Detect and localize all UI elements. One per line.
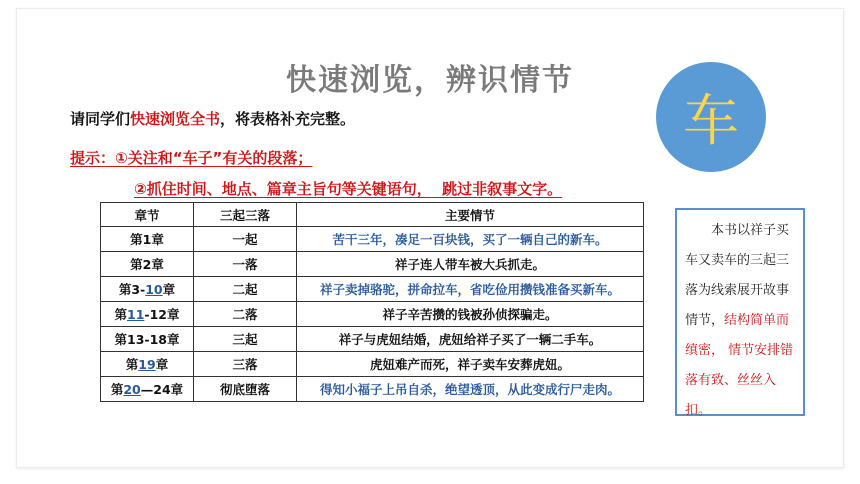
stage-cell: 三起: [194, 327, 297, 352]
chapter-number: 10: [145, 282, 163, 297]
header-plot: 主要情节: [297, 203, 644, 227]
plot-cell: 祥子卖掉骆驼，拼命拉车，省吃俭用攒钱准备买新车。: [297, 277, 644, 302]
chapter-text: 第: [125, 357, 139, 372]
car-circle-badge: [656, 62, 766, 172]
chapter-text: 第: [114, 307, 127, 322]
chapter-number: 19: [138, 357, 156, 372]
table-row: [101, 302, 644, 327]
intro-prefix: 请同学们: [70, 110, 131, 128]
table-row: [101, 352, 644, 377]
plot-cell: 祥子连人带车被大兵抓走。: [297, 252, 644, 277]
chapter-cell: [101, 302, 194, 327]
chapter-cell: [101, 327, 194, 352]
stage-cell: 二落: [194, 302, 297, 327]
summary-red: 结构简单而缜密， 情节安排错落有致、丝丝入扣。: [685, 313, 794, 418]
table-row: [101, 327, 644, 352]
table-header-row: [101, 203, 644, 227]
chapter-text: —24章: [140, 382, 184, 397]
stage-cell: 一起: [194, 227, 297, 252]
chapter-cell: [101, 227, 194, 252]
intro-suffix: ，将表格补充完整。: [220, 110, 356, 128]
summary-normal: 本书以祥子买车又卖车的三起三落为线索展开故事情节，: [685, 223, 790, 328]
tip-line-1: 提示：①关注和“车子”有关的段落；: [70, 149, 313, 167]
chapter-cell: [101, 252, 194, 277]
header-stage: 三起三落: [194, 203, 297, 227]
chapter-text: 章: [155, 357, 169, 372]
stage-cell: 三落: [194, 352, 297, 377]
intro-instruction: [70, 108, 355, 129]
chapter-cell: [101, 277, 194, 302]
stage-cell: 彻底堕落: [194, 377, 297, 402]
chapter-text: 第13-18章: [114, 332, 180, 347]
stage-cell: 一落: [194, 252, 297, 277]
plot-table: [100, 202, 644, 402]
header-chapter: 章节: [101, 203, 194, 227]
summary-box: [675, 208, 805, 416]
plot-cell: 祥子与虎妞结婚，虎妞给祥子买了一辆二手车。: [297, 327, 644, 352]
chapter-text: 第2章: [130, 257, 164, 272]
tip-line-2: ②抓住时间、地点、篇章主旨句等关键语句， 跳过非叙事文字。: [134, 180, 563, 198]
plot-cell: 祥子辛苦攒的钱被孙侦探骗走。: [297, 302, 644, 327]
table-row: [101, 227, 644, 252]
table-row: [101, 277, 644, 302]
plot-cell: 得知小福子上吊自杀，绝望透顶，从此变成行尸走肉。: [297, 377, 644, 402]
intro-highlight: 快速浏览全书: [130, 110, 221, 128]
plot-cell: 虎妞难产而死，祥子卖车安葬虎妞。: [297, 352, 644, 377]
table-row: [101, 252, 644, 277]
chapter-number: 11: [127, 307, 145, 322]
car-character: 车: [683, 89, 739, 154]
chapter-text: 第1章: [130, 232, 164, 247]
chapter-text: 第: [110, 382, 124, 397]
chapter-text: 章: [162, 282, 176, 297]
chapter-number: 20: [123, 382, 141, 397]
stage-cell: 二起: [194, 277, 297, 302]
table-row: [101, 377, 644, 402]
chapter-cell: [101, 352, 194, 377]
slide-title: 快速浏览，辨识情节: [286, 63, 574, 98]
chapter-text: 第3-: [118, 282, 146, 297]
plot-cell: 苦干三年，凑足一百块钱，买了一辆自己的新车。: [297, 227, 644, 252]
chapter-cell: [101, 377, 194, 402]
chapter-text: -12章: [144, 307, 180, 322]
